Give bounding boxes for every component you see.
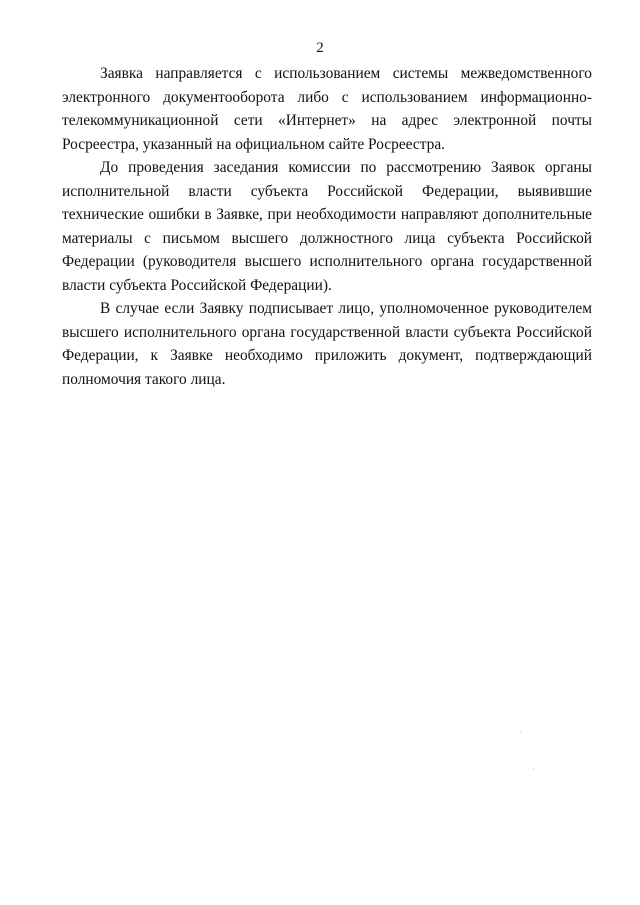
scan-speck bbox=[520, 732, 521, 733]
paragraph-submission-method: Заявка направляется с использованием системы межведомственного электронного документооборота либо с использованием информационно-телекоммуникационной сети «Интернет» на адрес электронной почты Росреестра, указанный на официальном сайте Росреестра. bbox=[62, 65, 592, 153]
paragraph-error-correction: До проведения заседания комиссии по рассмотрению Заявок органы исполнительной власти субъекта Российской Федерации, выявившие технические ошибки в Заявке, при необходимости направляют дополнительные материалы с письмом высшего должностного лица субъекта Российской Федерации (руководителя высшего исполнительного органа государственной власти субъекта Российской Федерации). bbox=[62, 159, 592, 294]
paragraph-authorized-signatory: В случае если Заявку подписывает лицо, уполномоченное руководителем высшего исполнительного органа государственной власти субъекта Российской Федерации, к Заявке необходимо приложить документ, подтверждающий полномочия такого лица. bbox=[62, 300, 592, 388]
scan-speck bbox=[533, 768, 534, 769]
document-body bbox=[62, 62, 592, 391]
page-number: 2 bbox=[316, 40, 324, 56]
